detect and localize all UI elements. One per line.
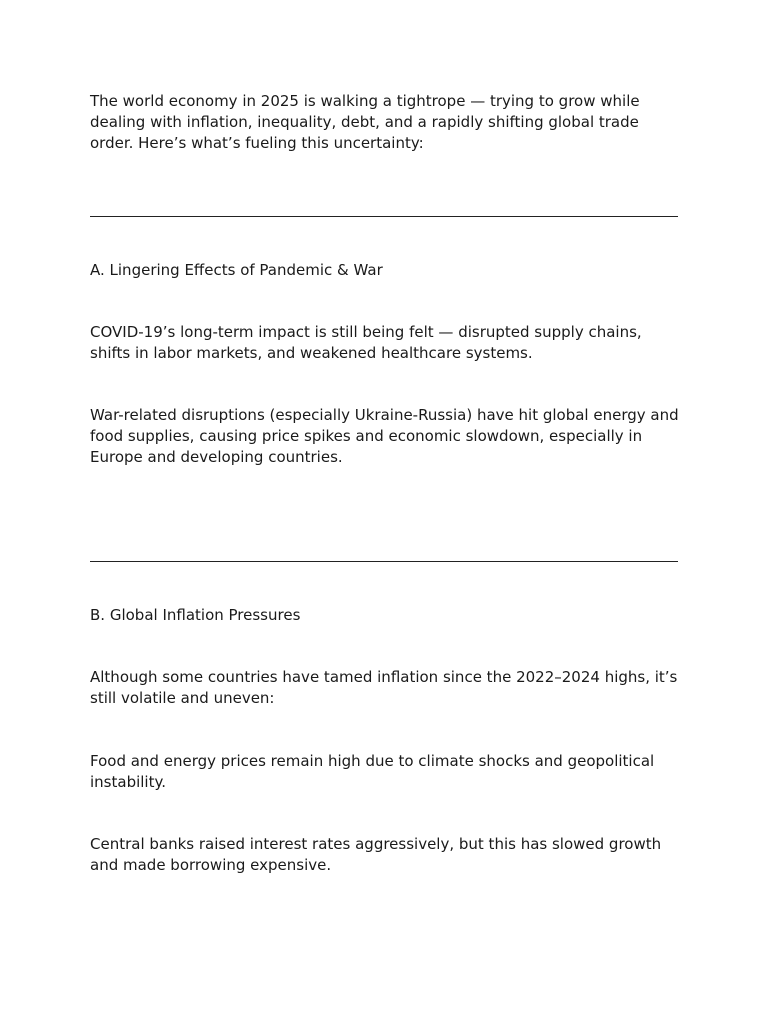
intro-paragraph: The world economy in 2025 is walking a tightrope — trying to grow while dealing with inflation, inequality, debt, and a rapidly shifting global trade order. Here’s what’s fueling this uncertainty: <box>90 92 640 152</box>
section-b-paragraph: Food and energy prices remain high due to climate shocks and geopolitical instability. <box>90 752 655 791</box>
section-a-paragraph: War-related disruptions (especially Ukraine-Russia) have hit global energy and food supplies, causing price spikes and economic slowdown, especially in Europe and developing countries. <box>90 406 679 466</box>
section-b-paragraph: Although some countries have tamed inflation since the 2022–2024 highs, it’s still volatile and uneven: <box>90 668 678 707</box>
section-a-heading: A. Lingering Effects of Pandemic & War <box>90 261 383 279</box>
section-b-paragraph: Central banks raised interest rates aggressively, but this has slowed growth and made borrowing expensive. <box>90 835 662 874</box>
section-divider <box>90 216 678 217</box>
section-b-heading: B. Global Inflation Pressures <box>90 606 301 624</box>
section-a-paragraph: COVID-19’s long-term impact is still being felt — disrupted supply chains, shifts in labor markets, and weakened healthcare systems. <box>90 323 642 362</box>
section-divider <box>90 561 678 562</box>
